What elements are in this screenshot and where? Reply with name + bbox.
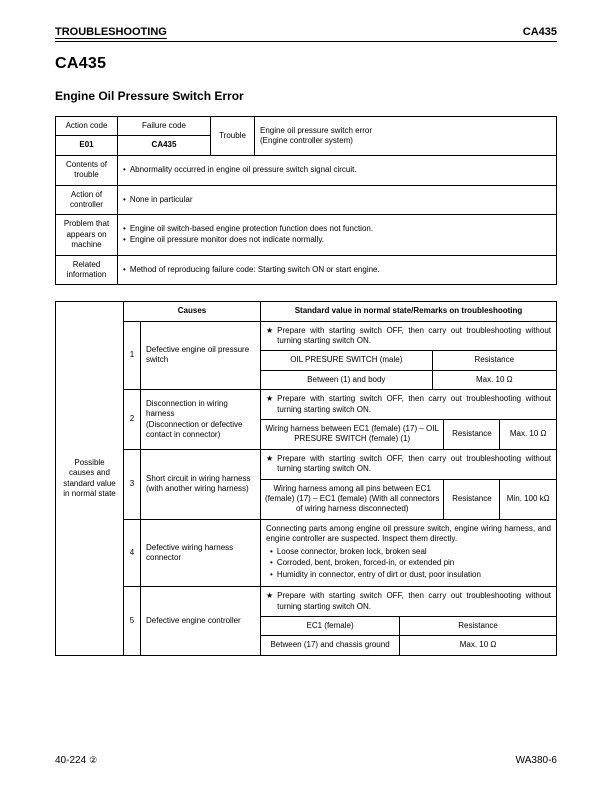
measurement-table [261, 350, 556, 389]
list-item [123, 195, 551, 205]
cause-text [141, 390, 261, 450]
bullet-icon: • [123, 264, 126, 274]
star-icon: ★ [266, 591, 274, 601]
contents-of-trouble-label: Contents of trouble [56, 155, 118, 185]
table-row [56, 117, 557, 136]
problem-on-machine-label: Problem that appears on machine [56, 215, 118, 255]
measurement-target: EC1 (female) [261, 617, 400, 636]
measurement-table [261, 479, 556, 519]
possible-causes-side-label: Possible causes and standard value in normal state [56, 302, 124, 655]
cause-line-2: (Disconnection or defective contact in connector) [146, 419, 243, 439]
table-row [261, 617, 556, 636]
table-row [261, 479, 556, 519]
action-of-controller-content [118, 185, 557, 215]
measurement-type: Resistance [444, 420, 500, 449]
cause-number: 5 [124, 587, 141, 656]
bullet-icon: • [123, 164, 126, 174]
table-row [56, 302, 557, 321]
cause-number: 2 [124, 390, 141, 450]
cause-number: 1 [124, 321, 141, 390]
list-item [270, 570, 551, 580]
page-header [55, 26, 557, 42]
measurement-type: Resistance [400, 617, 556, 636]
section-heading: Engine Oil Pressure Switch Error [55, 89, 244, 103]
list-item [123, 265, 551, 275]
table-row [56, 185, 557, 215]
footer-left [55, 755, 97, 766]
measurement-type: Resistance [432, 351, 556, 370]
trouble-label: Trouble [211, 117, 255, 156]
table-row [56, 155, 557, 185]
measurement-value: Max. 10 Ω [400, 636, 556, 655]
measurement-value: Max. 10 Ω [500, 420, 556, 449]
remarks-cell [261, 587, 557, 656]
list-item [123, 165, 551, 175]
star-note-text: Prepare with starting switch OFF, then carry out troubleshooting without turning starting switch ON. [277, 325, 551, 346]
cause-text: Defective wiring harness connector [141, 519, 261, 586]
inspection-notes [261, 520, 556, 586]
cause-text: Defective engine oil pressure switch [141, 321, 261, 390]
table-row [261, 370, 556, 389]
inspection-intro: Connecting parts among engine oil pressure switch, engine wiring harness, and engine controller are suspected. Inspect them directly. [266, 523, 551, 544]
cause-text [141, 449, 261, 519]
star-icon: ★ [266, 453, 274, 463]
bullet-text: Abnormality occurred in engine oil pressure switch signal circuit. [129, 164, 357, 174]
bullet-icon: • [270, 546, 273, 556]
star-note [261, 322, 556, 351]
table-row [56, 215, 557, 255]
contents-of-trouble-content [118, 155, 557, 185]
bullet-icon: • [270, 570, 273, 580]
table-row [56, 321, 557, 390]
table-row [261, 420, 556, 449]
failure-code-header: Failure code [118, 117, 211, 136]
bullet-text: Loose connector, broken lock, broken seal [276, 546, 427, 556]
remarks-cell [261, 519, 557, 586]
bullet-icon: • [123, 224, 126, 234]
list-item [270, 558, 551, 568]
table-row [56, 519, 557, 586]
table-row [56, 255, 557, 285]
page-footer [55, 755, 557, 766]
trouble-line-1: Engine oil pressure switch error [260, 125, 373, 135]
table-row [261, 636, 556, 655]
bullet-text: Corroded, bent, broken, forced-in, or extended pin [276, 558, 455, 568]
table-row [261, 351, 556, 370]
table-row [56, 449, 557, 519]
header-section-title: TROUBLESHOOTING [55, 26, 167, 38]
bullet-text: Engine oil pressure monitor does not indicate normally. [129, 235, 324, 245]
page-number: 40-224 [55, 755, 87, 766]
bullet-text: Humidity in connector, entry of dirt or dust, poor insulation [276, 570, 481, 580]
bullet-text: Engine oil switch-based engine protection function does not function. [129, 224, 374, 234]
list-item [270, 547, 551, 557]
page-title: CA435 [55, 55, 107, 72]
model-code: WA380-6 [515, 755, 557, 766]
cause-number: 4 [124, 519, 141, 586]
list-item [123, 224, 551, 234]
action-code-header: Action code [56, 117, 118, 136]
star-note-text: Prepare with starting switch OFF, then carry out troubleshooting without turning starting switch ON. [277, 591, 551, 611]
star-note [261, 450, 556, 479]
cause-line-1: Short circuit in wiring harness [146, 473, 251, 483]
remarks-cell [261, 390, 557, 450]
bullet-text: None in particular [129, 194, 193, 204]
star-note [261, 390, 556, 419]
trouble-description [255, 117, 557, 156]
measurement-table [261, 616, 556, 655]
star-note-text: Prepare with starting switch OFF, then carry out troubleshooting without turning starting switch ON. [277, 453, 551, 474]
measurement-points: Wiring harness between EC1 (female) (17) – OIL PRESURE SWITCH (female) (1) [261, 420, 444, 449]
star-icon: ★ [266, 394, 274, 404]
list-item [123, 235, 551, 245]
cause-line-2: (with another wiring harness) [146, 484, 249, 494]
measurement-type: Resistance [444, 479, 500, 519]
causes-column-header: Causes [124, 302, 261, 321]
related-information-label: Related information [56, 255, 118, 285]
trouble-line-2: (Engine controller system) [260, 135, 353, 145]
related-information-content [118, 255, 557, 285]
measurement-target: OIL PRESURE SWITCH (male) [261, 351, 432, 370]
measurement-value: Max. 10 Ω [432, 370, 556, 389]
star-note [261, 587, 556, 616]
problem-on-machine-content [118, 215, 557, 255]
remarks-cell [261, 449, 557, 519]
measurement-points: Between (17) and chassis ground [261, 636, 400, 655]
failure-info-table [55, 116, 557, 285]
measurement-points: Between (1) and body [261, 370, 432, 389]
star-icon: ★ [266, 325, 274, 335]
remarks-cell [261, 321, 557, 390]
header-page-code: CA435 [522, 26, 557, 38]
bullet-icon: • [270, 558, 273, 568]
measurement-value: Min. 100 kΩ [500, 479, 556, 519]
action-code-value: E01 [56, 136, 118, 155]
measurement-table [261, 419, 556, 449]
table-row [56, 587, 557, 656]
cause-text: Defective engine controller [141, 587, 261, 656]
failure-code-value: CA435 [118, 136, 211, 155]
standard-value-column-header: Standard value in normal state/Remarks on troubleshooting [261, 302, 557, 321]
table-row [56, 390, 557, 450]
cause-number: 3 [124, 449, 141, 519]
revision-mark-icon: ② [89, 755, 98, 765]
star-note-text: Prepare with starting switch OFF, then carry out troubleshooting without turning starting switch ON. [277, 394, 551, 414]
bullet-icon: • [123, 194, 126, 204]
bullet-text: Method of reproducing failure code: Starting switch ON or start engine. [129, 264, 380, 274]
action-of-controller-label: Action of controller [56, 185, 118, 215]
troubleshooting-table [55, 301, 557, 655]
measurement-points: Wiring harness among all pins between EC1 (female) (17) – EC1 (female) (With all connectors of wiring harness disconnected) [261, 479, 444, 519]
bullet-icon: • [123, 235, 126, 245]
cause-line-1: Disconnection in wiring harness [146, 398, 228, 419]
